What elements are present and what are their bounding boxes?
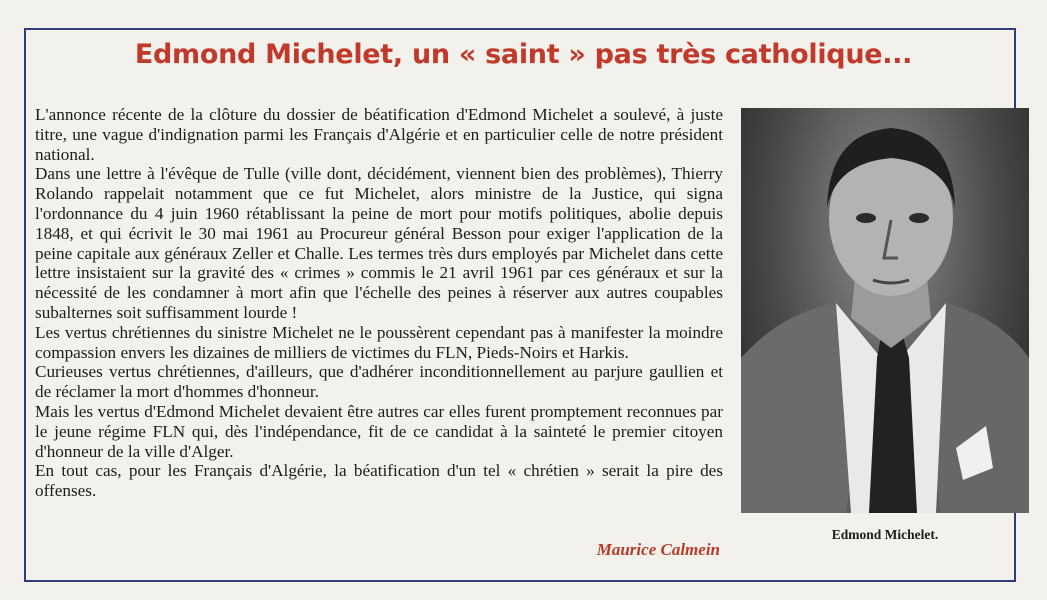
paragraph: En tout cas, pour les Français d'Algérie, la béatification d'un tel « chrétien » serait la pire des offenses. xyxy=(35,461,723,501)
article-body xyxy=(35,105,723,501)
paragraph: L'annonce récente de la clôture du dossier de béatification d'Edmond Michelet a soulevé, à juste titre, une vague d'indignation parmi les Français d'Algérie et en particulier celle de notre président national. xyxy=(35,105,723,164)
photo-caption: Edmond Michelet. xyxy=(831,527,939,542)
paragraph: Les vertus chrétiennes du sinistre Michelet ne le poussèrent cependant pas à manifester la moindre compassion envers les dizaines de milliers de victimes du FLN, Pieds-Noirs et Harkis. xyxy=(35,322,723,362)
author-signature: Maurice Calmein xyxy=(596,540,720,559)
portrait-photo xyxy=(741,108,1029,513)
paragraph: Curieuses vertus chrétiennes, d'ailleurs, que d'adhérer inconditionnellement au parjure gaullien et de réclamer la mort d'hommes d'honneur. xyxy=(35,362,723,402)
paragraph: Dans une lettre à l'évêque de Tulle (ville dont, décidément, viennent bien des problèmes), Thierry Rolando rappelait notamment que ce fut Michelet, alors ministre de la Justice, qui signa l'ordonnance du 4 juin 1960 rétablissant la peine de mort pour motifs politiques, abolie depuis 1848, et qui écrivit le 30 mai 1961 au Procureur général Besson pour exiger l'application de la peine capitale aux généraux Zeller et Challe. Les termes très durs employés par Michelet dans cette lettre insistaient sur la gravité des « crimes » commis le 21 avril 1961 par ces généraux et sur la nécessité de les condamner à mort afin que l'échelle des peines à réserver aux autres coupables subalternes soit suffisamment lourde ! xyxy=(35,164,723,322)
portrait-illustration xyxy=(741,108,1029,513)
article-title: Edmond Michelet, un « saint » pas très catholique... xyxy=(134,39,913,70)
paragraph: Mais les vertus d'Edmond Michelet devaient être autres car elles furent promptement reconnues par le jeune régime FLN qui, dès l'indépendance, fit de ce candidat à la sainteté le premier citoyen d'honneur de la ville d'Alger. xyxy=(35,401,723,461)
